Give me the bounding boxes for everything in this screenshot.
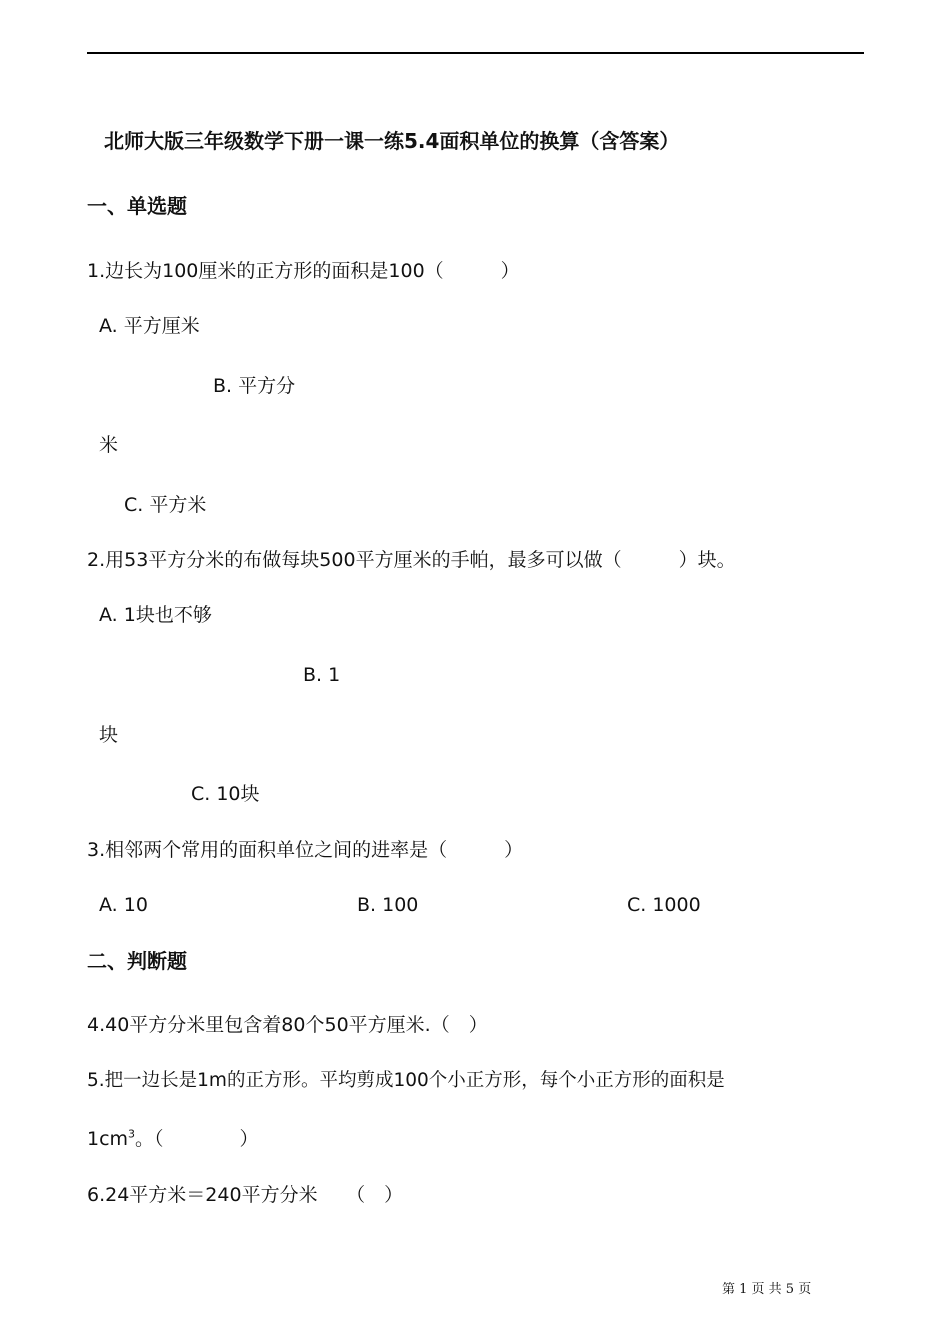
question-6-stem: 6.24平方米＝240平方分米 （ ） [87, 1184, 404, 1206]
question-2-option-c: C. 10块 [191, 783, 260, 805]
question-1-stem: 1.边长为100厘米的正方形的面积是100（ ） [87, 260, 520, 282]
question-1-option-b: B. 平方分 [213, 375, 296, 397]
question-2-option-b-wrap: 块 [99, 724, 119, 746]
question-3-option-c: C. 1000 [627, 894, 701, 916]
section-heading-true-false: 二、判断题 [87, 949, 187, 973]
question-2-stem: 2.用53平方分米的布做每块500平方厘米的手帕，最多可以做（ ）块。 [87, 549, 736, 571]
header-rule [87, 52, 864, 54]
question-4-stem: 4.40平方分米里包含着80个50平方厘米.（ ） [87, 1014, 488, 1036]
question-1-option-c: C. 平方米 [124, 494, 207, 516]
question-1-option-a: A. 平方厘米 [99, 315, 200, 337]
section-heading-single-choice: 一、单选题 [87, 194, 187, 218]
question-5-stem-line-2 [87, 1127, 259, 1151]
question-2-option-b: B. 1 [303, 664, 341, 686]
question-3-option-b: B. 100 [357, 894, 419, 916]
question-1-option-b-wrap: 米 [99, 434, 119, 456]
question-5-blank: 。（ ） [135, 1128, 259, 1150]
question-5-exponent: 3 [128, 1127, 136, 1141]
question-5-unit: 1cm [87, 1128, 129, 1150]
question-5-stem-line-1: 5.把一边长是1m的正方形。平均剪成100个小正方形，每个小正方形的面积是 [87, 1070, 725, 1091]
question-3-stem: 3.相邻两个常用的面积单位之间的进率是（ ） [87, 839, 524, 861]
page-title: 北师大版三年级数学下册一课一练5.4面积单位的换算（含答案） [104, 129, 680, 153]
question-2-option-a: A. 1块也不够 [99, 604, 212, 626]
page-number: 第 1 页 共 5 页 [722, 1282, 812, 1297]
question-3-option-a: A. 10 [99, 894, 148, 916]
